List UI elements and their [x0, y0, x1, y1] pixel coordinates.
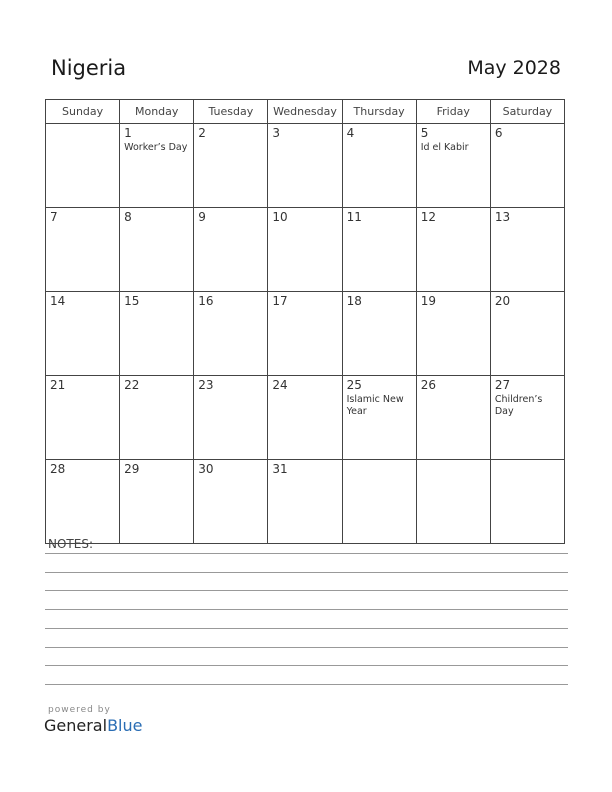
day-number: 31 [272, 462, 288, 476]
weekday-header-row [46, 100, 565, 124]
empty-day-cell [416, 460, 490, 544]
day-cell-31 [268, 460, 342, 544]
day-number: 25 [346, 378, 362, 392]
week-row [46, 292, 565, 376]
notes-label: NOTES: [48, 537, 93, 551]
day-number: 19 [420, 294, 436, 308]
weekday-thursday: Thursday [342, 100, 416, 124]
brand-name [44, 716, 142, 735]
day-cell-28 [46, 460, 120, 544]
weekday-wednesday: Wednesday [268, 100, 342, 124]
holiday-label: Id el Kabir [420, 142, 469, 153]
day-number: 24 [272, 378, 288, 392]
day-number: 6 [494, 126, 503, 140]
day-cell-14 [46, 292, 120, 376]
day-cell-18 [342, 292, 416, 376]
day-number: 20 [494, 294, 511, 308]
week-row [46, 460, 565, 544]
day-cell-4 [342, 124, 416, 208]
notes-line [45, 628, 568, 629]
day-number: 17 [272, 294, 288, 308]
notes-line [45, 590, 568, 591]
weekday-sunday: Sunday [46, 100, 120, 124]
day-cell-10 [268, 208, 342, 292]
day-number: 26 [420, 378, 436, 392]
day-cell-19 [416, 292, 490, 376]
week-row [46, 208, 565, 292]
day-cell-12 [416, 208, 490, 292]
day-cell-24 [268, 376, 342, 460]
holiday-label: Islamic New Year [346, 394, 404, 417]
day-cell-5 [416, 124, 490, 208]
day-cell-16 [194, 292, 268, 376]
day-cell-22 [120, 376, 194, 460]
day-cell-30 [194, 460, 268, 544]
day-cell-11 [342, 208, 416, 292]
day-cell-21 [46, 376, 120, 460]
day-number: 9 [198, 210, 206, 224]
day-number: 28 [50, 462, 66, 476]
empty-day-cell [342, 460, 416, 544]
day-number: 5 [420, 126, 429, 140]
brand-blue-text: Blue [107, 716, 143, 735]
day-number: 8 [124, 210, 132, 224]
holiday-label: Children’s Day [494, 394, 543, 417]
day-number: 3 [272, 126, 281, 140]
day-number: 23 [198, 378, 214, 392]
day-cell-9 [194, 208, 268, 292]
day-number: 2 [198, 126, 206, 140]
empty-day-cell [490, 460, 564, 544]
brand-general-text: General [44, 716, 108, 735]
day-number: 10 [272, 210, 288, 224]
day-number: 27 [494, 378, 511, 392]
month-year-title: May 2028 [467, 57, 561, 79]
weekday-tuesday: Tuesday [194, 100, 268, 124]
day-number: 15 [124, 294, 140, 308]
empty-day-cell [46, 124, 120, 208]
day-number: 1 [124, 126, 132, 140]
day-number: 30 [198, 462, 214, 476]
day-cell-1 [120, 124, 194, 208]
day-cell-7 [46, 208, 120, 292]
notes-line [45, 553, 568, 554]
day-number: 13 [494, 210, 511, 224]
day-cell-23 [194, 376, 268, 460]
generalblue-logo [44, 705, 142, 735]
notes-line [45, 609, 568, 610]
holiday-label: Worker’s Day [124, 142, 188, 153]
week-row [46, 124, 565, 208]
day-cell-6 [490, 124, 564, 208]
week-row [46, 376, 565, 460]
calendar-grid [45, 99, 565, 544]
day-number: 11 [346, 210, 362, 224]
day-cell-15 [120, 292, 194, 376]
day-cell-2 [194, 124, 268, 208]
weekday-friday: Friday [416, 100, 490, 124]
powered-by-text: powered by [48, 705, 111, 715]
day-number: 7 [50, 210, 58, 224]
notes-line [45, 647, 568, 648]
notes-line [45, 572, 568, 573]
day-number: 18 [346, 294, 362, 308]
day-number: 22 [124, 378, 140, 392]
day-cell-20 [490, 292, 564, 376]
notes-line [45, 665, 568, 666]
day-cell-8 [120, 208, 194, 292]
day-number: 16 [198, 294, 214, 308]
day-cell-13 [490, 208, 564, 292]
day-number: 12 [420, 210, 436, 224]
day-number: 14 [50, 294, 66, 308]
day-cell-25 [342, 376, 416, 460]
day-number: 29 [124, 462, 140, 476]
day-cell-26 [416, 376, 490, 460]
day-cell-17 [268, 292, 342, 376]
day-number: 21 [50, 378, 66, 392]
day-number: 4 [346, 126, 355, 140]
day-cell-29 [120, 460, 194, 544]
country-title: Nigeria [51, 56, 127, 80]
weekday-saturday: Saturday [490, 100, 564, 124]
day-cell-27 [490, 376, 564, 460]
notes-line [45, 684, 568, 685]
day-cell-3 [268, 124, 342, 208]
weekday-monday: Monday [120, 100, 194, 124]
